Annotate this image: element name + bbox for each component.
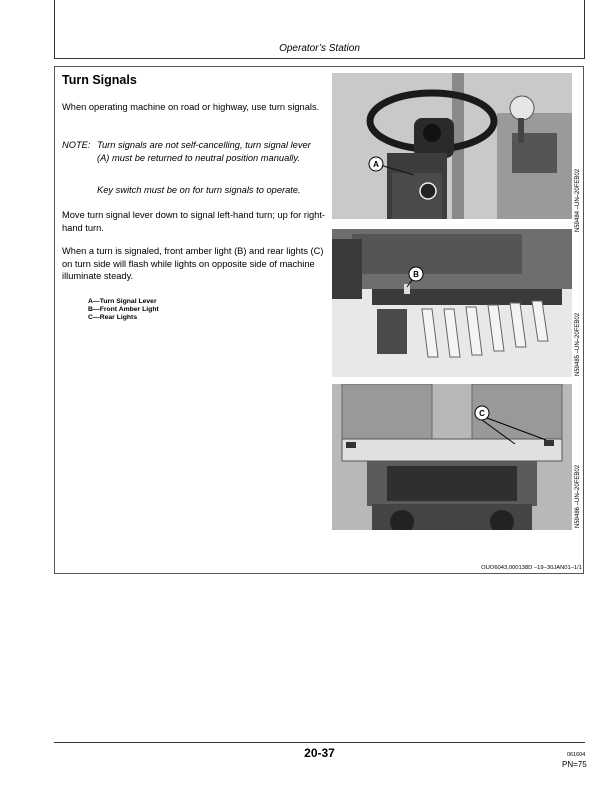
footer-rule: [54, 742, 585, 743]
legend-item-a: A—Turn Signal Lever: [88, 298, 157, 305]
note-label: NOTE:: [62, 140, 91, 150]
rear-lights-photo: [332, 384, 572, 530]
lights-paragraph: When a turn is signaled, front amber light (B) and rear lights (C) on turn side will flash while lights on opposite side of machine illuminate steady.: [62, 246, 324, 282]
footer-code: 061604: [567, 752, 586, 758]
legend-item-c: C—Rear Lights: [88, 314, 138, 322]
figure-2-id: N59485 –UN–20FEB02: [575, 312, 581, 376]
note-text: Turn signals are not self-cancelling, turn signal lever (A) must be returned to neutral position manually.: [97, 140, 311, 163]
callout-a: A: [373, 160, 379, 169]
figure-3-id: N59486 –UN–20FEB02: [575, 464, 581, 528]
section-title: Operator’s Station: [279, 43, 360, 54]
document-reference: OUO6043,000138D –19–30JAN01–1/1: [481, 565, 582, 571]
legend-item-b: B—Front Amber Light: [88, 306, 159, 314]
steering-column-photo: [332, 73, 572, 219]
page-number: 20-37: [304, 746, 335, 760]
intro-paragraph: When operating machine on road or highway, use turn signals.: [62, 102, 320, 112]
page-title: Turn Signals: [62, 73, 137, 87]
callout-c: C: [479, 409, 485, 418]
note-text-key-switch: Key switch must be on for turn signals to operate.: [97, 185, 301, 195]
header-rule-bottom: [54, 58, 585, 59]
figure-1-id: N59484 –UN–20FEB02: [575, 168, 581, 232]
callout-legend: [88, 298, 159, 323]
lever-direction-paragraph: Move turn signal lever down to signal left-hand turn; up for right-hand turn.: [62, 210, 326, 233]
footer-pn: PN=75: [562, 760, 587, 769]
front-header-photo: [332, 229, 572, 377]
callout-b: B: [413, 270, 419, 279]
